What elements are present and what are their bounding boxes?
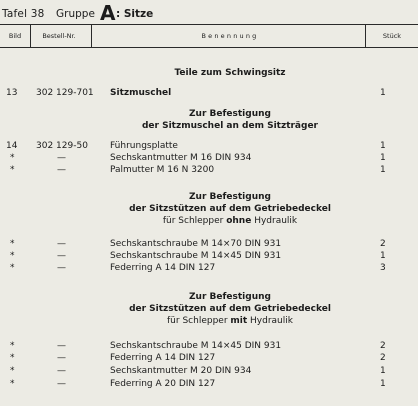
row-qty: 2 [380,353,386,363]
row-qty: 1 [380,379,386,389]
section-subtitle [96,316,364,326]
row-bild: * [10,341,15,351]
section-subtitle: der Sitzstützen auf dem Getriebedeckel [129,304,331,314]
row-name: Sitzmuschel [110,88,172,98]
row-bestell: — [57,251,66,261]
row-name: Federring A 14 DIN 127 [110,263,216,273]
row-name: Sechskantschraube M 14×45 DIN 931 [110,251,282,261]
row-qty: 1 [380,153,386,163]
row-bild: * [10,263,15,273]
section-title: Zur Befestigung [189,109,271,119]
table-row [0,353,418,365]
column-bild: Bild [8,32,22,40]
row-bestell: — [57,263,66,273]
row-bestell: 302 129-701 [36,88,94,98]
row-bestell: — [57,153,66,163]
row-bild: * [10,366,15,376]
section-subtitle-text: Hydraulik [251,216,298,226]
table-row [0,165,418,177]
row-bestell: — [57,353,66,363]
row-qty: 1 [380,251,386,261]
row-qty: 2 [380,341,386,351]
table-row [0,341,418,353]
row-bestell: — [57,379,66,389]
section-subtitle-text: Hydraulik [247,316,293,326]
row-qty: 1 [380,88,386,98]
section-title: Teile zum Schwingsitz [174,68,286,78]
row-bild: * [10,379,15,389]
table-row [0,366,418,378]
section-subtitle-text: für Schlepper [162,216,227,226]
row-bestell: 302 129-50 [36,141,88,151]
column-bestell: Bestell-Nr. [42,32,76,40]
row-qty: 1 [380,165,386,175]
section-title: Zur Befestigung [189,292,271,302]
section-subtitle: der Sitzstützen auf dem Getriebedeckel [129,204,331,214]
row-name: Sechskantschraube M 14×70 DIN 931 [110,239,282,249]
group-letter: A [100,1,116,25]
row-qty: 3 [380,263,386,273]
row-name: Führungsplatte [110,141,178,151]
group-category: : Sitze [116,8,154,20]
row-bild: * [10,251,15,261]
row-name: Federring A 14 DIN 127 [110,353,216,363]
row-name: Federring A 20 DIN 127 [110,379,216,389]
section-subtitle-text: für Schlepper [167,316,231,326]
table-row [0,251,418,263]
row-bild: * [10,353,15,363]
row-qty: 1 [380,141,386,151]
section-subtitle-emphasis: mit [230,316,248,326]
row-bestell: — [57,341,66,351]
row-bild: 13 [6,88,18,98]
row-bestell: — [57,165,66,175]
section-subtitle [96,216,364,226]
section-title: Zur Befestigung [189,192,271,202]
row-qty: 2 [380,239,386,249]
column-benennung: Benennung [201,32,259,40]
column-stueck: Stück [382,32,402,40]
table-row [0,239,418,251]
row-bild: * [10,153,15,163]
column-divider [91,25,92,47]
page-header [2,2,416,24]
row-name: Sechskantmutter M 16 DIN 934 [110,153,252,163]
table-row [0,379,418,391]
table-row [0,88,418,100]
row-name: Palmutter M 16 N 3200 [110,165,215,175]
row-bestell: — [57,366,66,376]
table-number: Tafel 38 [2,8,45,20]
row-bestell: — [57,239,66,249]
row-name: Sechskantschraube M 14×45 DIN 931 [110,341,282,351]
row-bild: * [10,165,15,175]
row-bild: 14 [6,141,18,151]
section-subtitle-emphasis: ohne [226,216,252,226]
section-subtitle: der Sitzmuschel an dem Sitzträger [141,121,318,131]
column-header [0,24,418,48]
row-qty: 1 [380,366,386,376]
table-row [0,153,418,165]
row-bild: * [10,239,15,249]
group-label: Gruppe [56,8,95,20]
table-row [0,141,418,153]
table-row [0,263,418,275]
row-name: Sechskantmutter M 20 DIN 934 [110,366,252,376]
